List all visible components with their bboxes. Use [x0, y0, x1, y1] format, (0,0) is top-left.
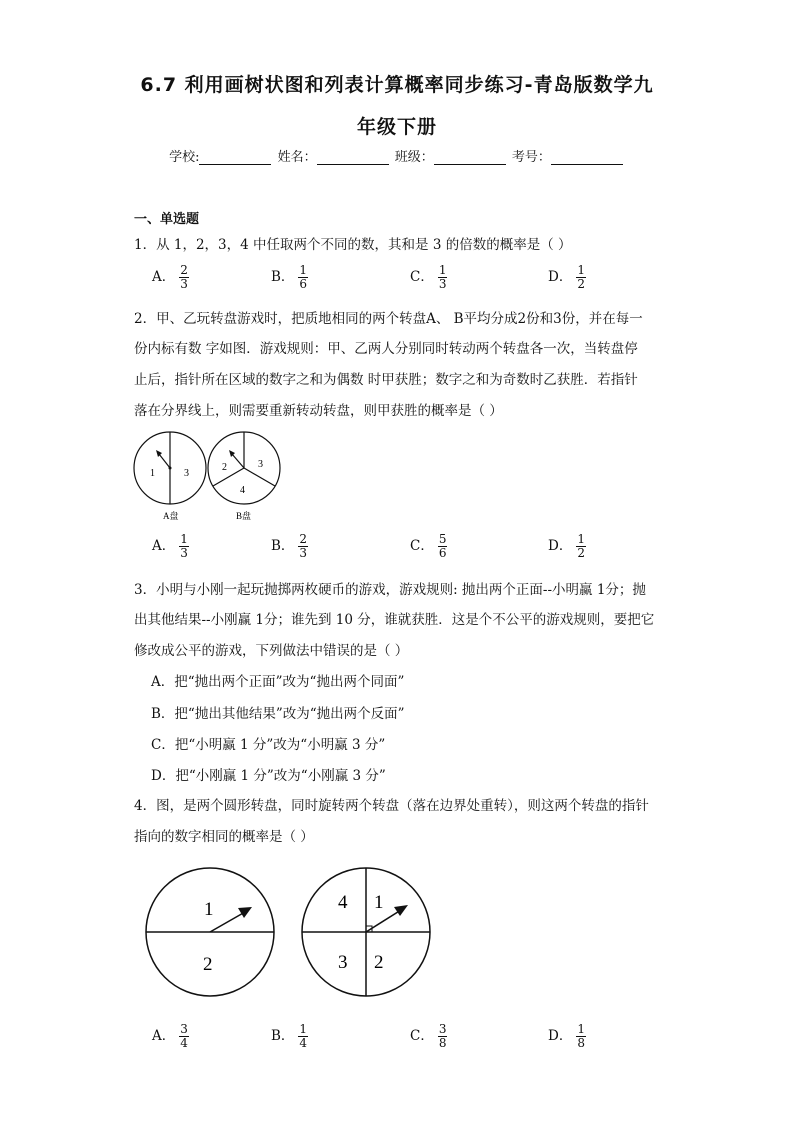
spinner-right-num-4: 4: [338, 892, 348, 913]
spinner-right: [302, 868, 430, 996]
q3-option-b[interactable]: B．把“抛出其他结果”改为“抛出两个反面”: [151, 706, 405, 722]
q3-line-2: 出其他结果--小刚赢 1分；谁先到 10 分，谁就获胜．这是个不公平的游戏规则，要把它: [134, 612, 655, 628]
spinner-b: [208, 432, 280, 521]
q3-option-a[interactable]: A．把“抛出两个正面”改为“抛出两个同面”: [151, 674, 405, 690]
q2-option-d[interactable]: D． $\frac{1}{2}$: [548, 532, 585, 560]
q4-line-2: 指向的数字相同的概率是（ ）: [134, 829, 314, 845]
name-label: 姓名：: [277, 150, 317, 165]
student-info: [0, 146, 794, 165]
fraction: $\frac{1}{3}$: [180, 532, 188, 560]
fraction: $\frac{5}{6}$: [438, 532, 447, 560]
fraction: $\frac{3}{4}$: [180, 1022, 188, 1050]
q4-option-c[interactable]: C． $\frac{3}{8}$: [410, 1022, 447, 1050]
q4-option-b[interactable]: B． $\frac{1}{4}$: [271, 1022, 308, 1050]
spinner-a-label: A盘: [163, 511, 179, 521]
q3-line-3: 修改成公平的游戏，下列做法中错误的是（ ）: [134, 643, 409, 659]
q2-line-2: 份内标有数 字如图．游戏规则：甲、乙两人分别同时转动两个转盘各一次，当转盘停: [134, 341, 638, 357]
name-field[interactable]: [317, 150, 389, 165]
spinner-left-num-1: 1: [204, 899, 214, 920]
spinner-b-num-2: 2: [222, 462, 227, 473]
spinner-b-num-3: 3: [258, 459, 263, 470]
q3-option-d[interactable]: D．把“小刚赢 1 分”改为“小刚赢 3 分”: [151, 768, 386, 784]
q2-option-c[interactable]: C． $\frac{5}{6}$: [410, 532, 447, 560]
q2-spinner-figure: [130, 430, 290, 525]
fraction: $\frac{1}{8}$: [577, 1022, 585, 1050]
pointer-arrow-icon: [394, 905, 408, 916]
class-label: 班级：: [394, 150, 434, 165]
spinner-right-num-3: 3: [338, 952, 348, 973]
fraction: $\frac{1}{2}$: [577, 263, 585, 291]
fraction: $\frac{3}{8}$: [438, 1022, 447, 1050]
q4-spinner-figure: [140, 862, 440, 1002]
fraction: $\frac{1}{4}$: [299, 1022, 308, 1050]
q2-line-3: 止后，指针所在区域的数字之和为偶数 时甲获胜；数字之和为奇数时乙获胜．若指针: [134, 372, 638, 388]
spinner-left-num-2: 2: [203, 954, 213, 975]
q1-option-d[interactable]: D． $\frac{1}{2}$: [548, 263, 585, 291]
section-heading: 一、单选题: [134, 212, 200, 227]
q2-line-4: 落在分界线上，则需要重新转动转盘，则甲获胜的概率是（ ）: [134, 403, 503, 419]
fraction: $\frac{2}{3}$: [180, 263, 188, 291]
exam-no-label: 考号：: [511, 150, 551, 165]
fraction: $\frac{1}{3}$: [438, 263, 447, 291]
spinner-right-num-1: 1: [374, 892, 384, 913]
spinner-a-num-3: 3: [184, 468, 189, 479]
q2-option-a[interactable]: A． $\frac{1}{3}$: [152, 532, 188, 560]
page-title: 6.7 利用画树状图和列表计算概率同步练习-青岛版数学九: [140, 74, 654, 96]
exam-no-field[interactable]: [551, 150, 623, 165]
school-label: 学校:: [169, 150, 200, 165]
page-title-line2: 年级下册: [356, 116, 437, 138]
spinner-a: [134, 432, 206, 521]
class-field[interactable]: [434, 150, 506, 165]
spinner-b-label: B盘: [236, 511, 252, 521]
spinner-a-num-1: 1: [150, 468, 155, 479]
q1-option-a[interactable]: A． $\frac{2}{3}$: [152, 263, 188, 291]
q4-line-1: 4．图，是两个圆形转盘，同时旋转两个转盘（落在边界处重转），则这两个转盘的指针: [134, 798, 649, 814]
fraction: $\frac{2}{3}$: [299, 532, 308, 560]
spinner-left: [146, 868, 274, 996]
fraction: $\frac{1}{2}$: [577, 532, 585, 560]
fraction: $\frac{1}{6}$: [299, 263, 308, 291]
spinner-b-num-4: 4: [240, 485, 245, 496]
q1-option-b[interactable]: B． $\frac{1}{6}$: [271, 263, 308, 291]
q3-line-1: 3．小明与小刚一起玩抛掷两枚硬币的游戏，游戏规则: 抛出两个正面--小明赢 1分；抛: [134, 582, 646, 598]
q1-option-c[interactable]: C． $\frac{1}{3}$: [410, 263, 447, 291]
q2-option-b[interactable]: B． $\frac{2}{3}$: [271, 532, 308, 560]
q4-option-d[interactable]: D． $\frac{1}{8}$: [548, 1022, 585, 1050]
pointer-arrow-icon: [238, 907, 252, 918]
q2-line-1: 2．甲、乙玩转盘游戏时，把质地相同的两个转盘A、 B平均分成2份和3份，并在每一: [134, 311, 643, 327]
spinner-right-num-2: 2: [374, 952, 384, 973]
school-field[interactable]: [199, 150, 271, 165]
q1-text: 1．从 1，2，3，4 中任取两个不同的数，其和是 3 的倍数的概率是（ ）: [134, 237, 572, 253]
q4-option-a[interactable]: A． $\frac{3}{4}$: [152, 1022, 188, 1050]
q3-option-c[interactable]: C．把“小明赢 1 分”改为“小明赢 3 分”: [151, 737, 386, 753]
